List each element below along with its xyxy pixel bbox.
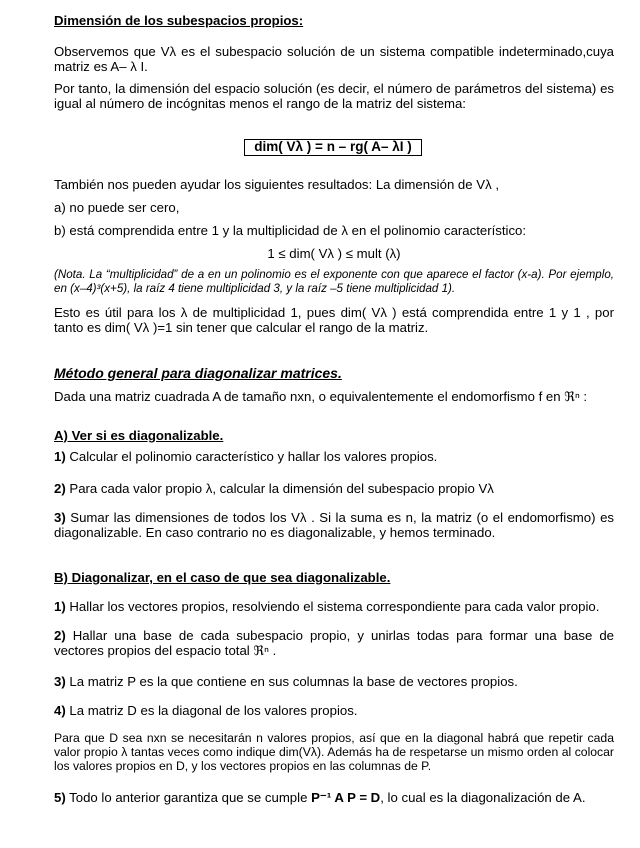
note-multiplicidad: (Nota. La “multiplicidad” de a en un polinomio es el exponente con que aparece el factor (x-a). Por ejemplo, en (x–4)³(x+5), la raíz 4 tiene multiplicidad 3, y la raíz –5 tiene multiplicidad 1). (54, 268, 614, 295)
step-number: 5) (54, 790, 66, 805)
list-item-a: a) no puede ser cero, (54, 200, 180, 215)
paragraph-dada-una-matriz: Dada una matriz cuadrada A de tamaño nxn, o equivalentemente el endomorfismo f en ℜⁿ : (54, 389, 588, 404)
step-number: 1) (54, 599, 66, 614)
step-number: 1) (54, 449, 66, 464)
section-b-paragraph: Para que D sea nxn se necesitarán n valores propios, así que en la diagonal habrá que repetir cada valor propio λ tantas veces como indique dim(Vλ). Además ha de respetarse un mismo orden al colocar los valores propios en D, y los vectores propios en las columnas de P. (54, 731, 614, 773)
heading-dimension-subespacios: Dimensión de los subespacios propios: (54, 13, 304, 28)
step-number: 4) (54, 703, 66, 718)
step-text-end: , lo cual es la diagonalización de A. (380, 790, 586, 805)
section-b-step-3 (54, 674, 614, 689)
section-a-step-2 (54, 481, 614, 496)
heading-metodo-general: Método general para diagonalizar matrices. (54, 365, 342, 381)
step-text: Calcular el polinomio característico y hallar los valores propios. (65, 449, 438, 464)
paragraph-tambien: También nos pueden ayudar los siguientes resultados: La dimensión de Vλ , (54, 177, 499, 192)
section-b-title: B) Diagonalizar, en el caso de que sea diagonalizable. (54, 570, 391, 585)
list-item-b: b) está comprendida entre 1 y la multiplicidad de λ en el polinomio característico: (54, 223, 527, 238)
step-text: La matriz D es la diagonal de los valores propios. (65, 703, 358, 718)
step-text: Sumar las dimensiones de todos los Vλ . Si la suma es n, la matriz (o el endomorfismo) es diagonalizable. En caso contrario no es diagonalizable, y hemos terminado. (54, 510, 614, 540)
paragraph-esto-es-util: Esto es útil para los λ de multiplicidad 1, pues dim( Vλ ) está comprendida entre 1 y 1 , por tanto es dim( Vλ )=1 sin tener que calcular el rango de la matriz. (54, 305, 614, 335)
step-text: Hallar los vectores propios, resolviendo el sistema correspondiente para cada valor propio. (65, 599, 600, 614)
paragraph-observemos: Observemos que Vλ es el subespacio solución de un sistema compatible indeterminado,cuya matriz es A– λ I. (54, 44, 614, 74)
section-b-step-1 (54, 599, 614, 614)
step-number: 2) (54, 481, 66, 496)
section-a-step-3 (54, 510, 614, 540)
section-b-step-4 (54, 703, 614, 718)
section-b-step-5 (54, 790, 614, 805)
paragraph-por-tanto: Por tanto, la dimensión del espacio solución (es decir, el número de parámetros del sistema) es igual al número de incógnitas menos el rango de la matriz del sistema: (54, 81, 614, 111)
step-text: La matriz P es la que contiene en sus columnas la base de vectores propios. (65, 674, 518, 689)
step-number: 3) (54, 674, 66, 689)
step-number: 2) (54, 628, 66, 643)
section-a-step-1 (54, 449, 614, 464)
step-number: 3) (54, 510, 66, 525)
inequality-formula: 1 ≤ dim( Vλ ) ≤ mult (λ) (267, 246, 401, 261)
section-a-title: A) Ver si es diagonalizable. (54, 428, 224, 443)
step-text: Hallar una base de cada subespacio propio, y unirlas todas para formar una base de vectores propios del espacio total ℜⁿ . (54, 628, 614, 658)
diagonalization-formula: P⁻¹ A P = D (311, 790, 381, 805)
formula-box: dim( Vλ ) = n – rg( A– λI ) (244, 139, 422, 156)
step-text: Para cada valor propio λ, calcular la dimensión del subespacio propio Vλ (65, 481, 494, 496)
step-text: Todo lo anterior garantiza que se cumple (65, 790, 312, 805)
section-b-step-2 (54, 628, 614, 658)
